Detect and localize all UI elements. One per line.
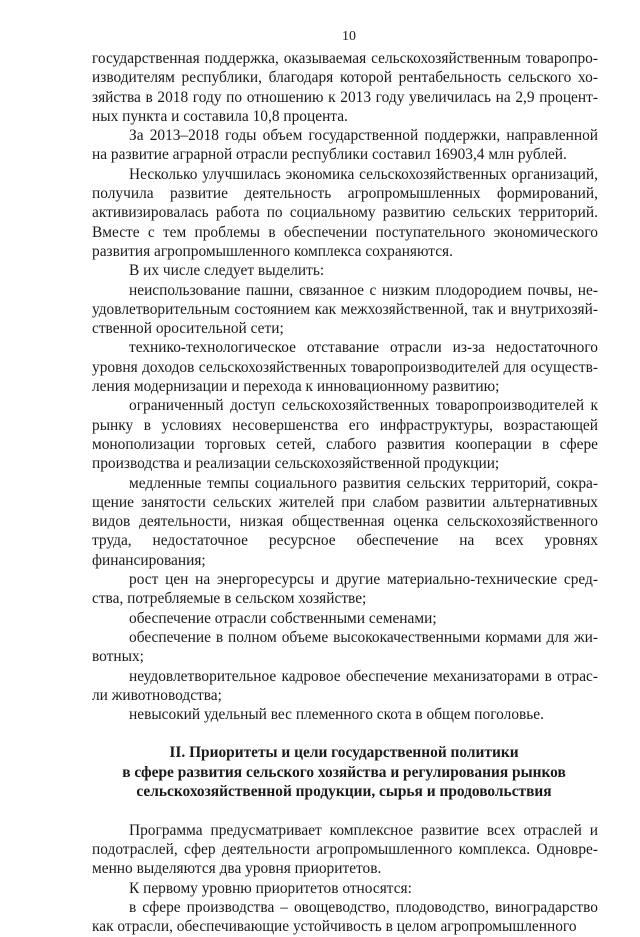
page-number: 10: [342, 29, 356, 44]
spacer: [92, 802, 598, 821]
list-item-feed: обеспечение в полном объеме высококачественными кормами для животных;: [92, 628, 598, 666]
paragraph-state-support: государственная поддержка, оказываемая сельскохозяйственным товаропроизводителям республики, благодаря которой рентабельность сельского хозяйства в 2018 году по отношению к 2013 году увеличилась на 2,9 процентных пункта и составила 10,8 процента.: [92, 50, 598, 125]
paragraph-first-level-intro: К первому уровню приоритетов относятся:: [129, 879, 412, 897]
section-heading-line-1: II. Приоритеты и цели государственной политики: [169, 744, 519, 762]
list-item-rural-development: медленные темпы социального развития сельских территорий, сокращение занятости сельских жителей при слабом развитии альтернативных видов деятельности, низкая общественная оценка сельскохозяйственного труда, недостаточное ресурсное обеспечение на всех уровнях финансирования;: [92, 474, 598, 569]
list-item-staffing: неудовлетворительное кадровое обеспечение механизаторами в отрасли животноводства;: [92, 667, 598, 704]
section-heading: [92, 743, 598, 802]
section-heading-line-2: в сфере развития сельского хозяйства и регулирования рынков: [122, 763, 566, 781]
body-text-top: [92, 49, 598, 724]
list-item-arable-land: неиспользование пашни, связанное с низким плодородием почвы, неудовлетворительным состоянием как межхозяйственной, так и внутрихозяйственной оросительной сети;: [92, 281, 598, 338]
paragraph-economy-improved: Несколько улучшилась экономика сельскохозяйственных организаций, получила развитие деятельность агропромышленных формирований, активизировалась работа по социальному развитию сельских территорий. Вместе с тем проблемы в обеспечении поступательного экономического развития агропромышленного комплекса сохраняются.: [92, 165, 598, 260]
list-item-energy-prices: рост цен на энергоресурсы и другие материально-технические средства, потребляемые в сельском хозяйстве;: [92, 571, 598, 608]
paragraph-program-scope: Программа предусматривает комплексное развитие всех отраслей и подотраслей, сфер деятельности агропромышленного комплекса. Одновременно выделяются два уровня приоритетов.: [92, 821, 598, 878]
list-item-breeding-stock: невысокий удельный вес племенного скота в общем поголовье.: [129, 706, 544, 724]
paragraph-problems-intro: В их числе следует выделить:: [129, 262, 325, 280]
list-item-seeds: обеспечение отрасли собственными семенами;: [129, 609, 437, 627]
paragraph-production-sphere: в сфере производства – овощеводство, плодоводство, виноградарство как отрасли, обеспечивающие устойчивость в целом агропромышленного: [92, 899, 598, 936]
list-item-technological-lag: технико-технологическое отставание отрасли из-за недостаточного уровня доходов сельскохозяйственных товаропроизводителей для осуществления модернизации и перехода к инновационному развитию;: [92, 339, 598, 396]
spacer: [92, 724, 598, 743]
list-item-market-access: ограниченный доступ сельскохозяйственных товаропроизводителей к рынку в условиях несовершенства его инфраструктуры, возрастающей монополизации торговых сетей, слабого развития кооперации в сфере производства и реализации сельскохозяйственной продукции;: [92, 397, 598, 473]
body-text-bottom: [92, 821, 598, 937]
section-heading-line-3: сельскохозяйственной продукции, сырья и продовольствия: [136, 783, 552, 801]
paragraph-support-volume: За 2013–2018 годы объем государственной поддержки, направленной на развитие аграрной отрасли республики составил 16903,4 млн рублей.: [92, 127, 598, 164]
